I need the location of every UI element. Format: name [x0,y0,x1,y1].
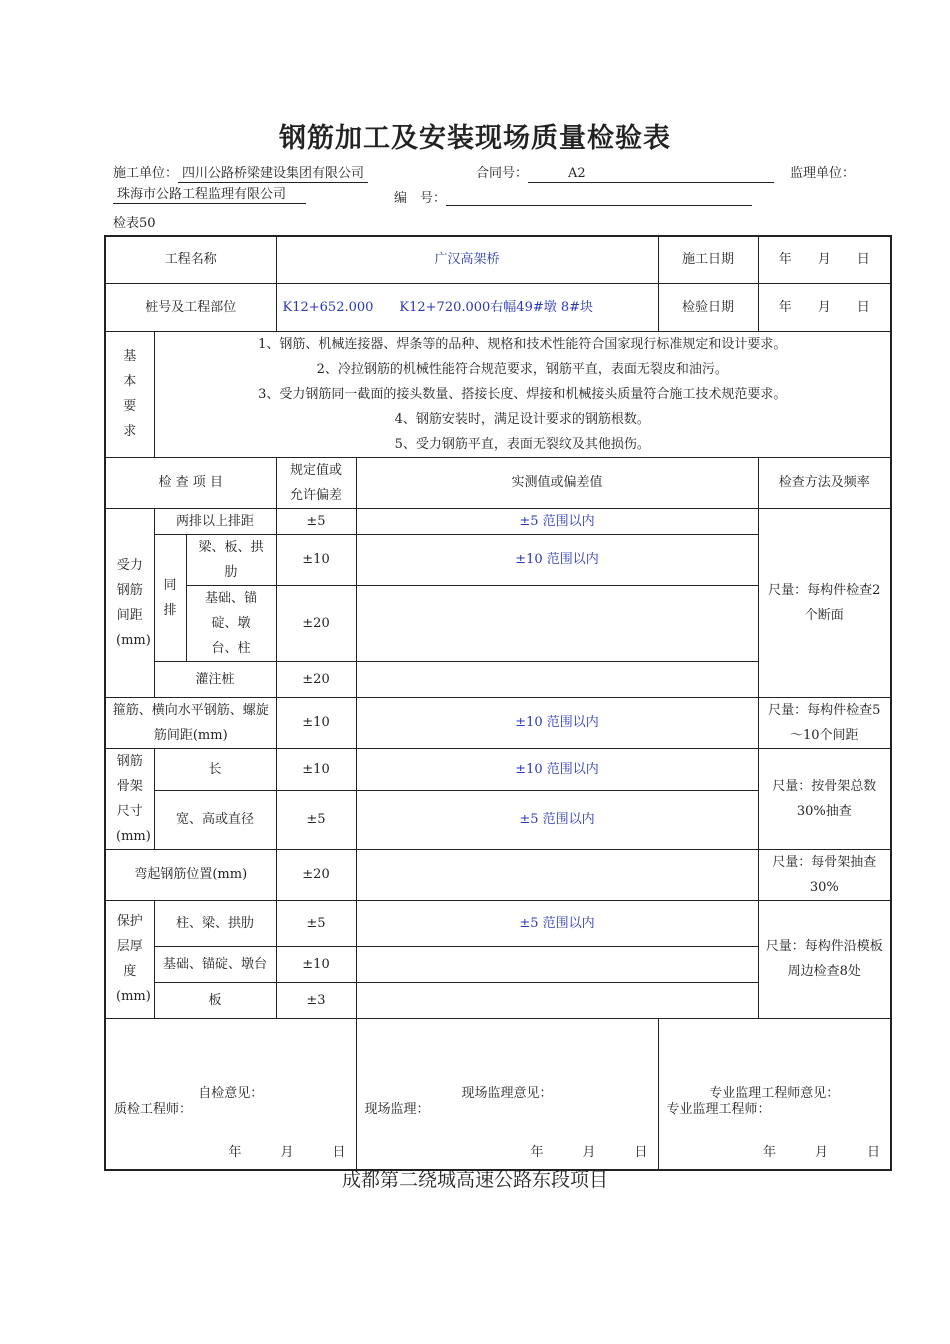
construct-date-label: 施工日期 [658,236,758,283]
requirements-list [154,331,891,457]
item-label: 长 [154,748,276,790]
pro-engineer-label: 专业监理工程师： [666,1101,771,1117]
item-label: 灌注桩 [154,661,276,697]
tolerance-value: ±3 [276,982,356,1018]
same-row-label: 同排 [154,534,186,661]
project-value: 广汉高架桥 [276,236,658,283]
project-row [105,236,891,283]
signoff-date: 年 月 日 [530,1145,648,1160]
contract-label: 合同号： [476,166,529,181]
item-label: 宽、高或直径 [154,790,276,849]
pro-supervision-box [658,1018,891,1170]
number-blank [446,190,752,206]
requirement-item: 5、受力钢筋平直，表面无裂纹及其他损伤。 [394,436,650,452]
item-label: 梁、板、拱肋 [186,534,276,585]
requirements-row [105,331,891,457]
contract-line [476,162,774,183]
requirements-label: 基本要求 [105,331,154,457]
item-label: 柱、梁、拱肋 [154,900,276,946]
tolerance-value: ±10 [276,946,356,982]
table-row [105,748,891,790]
tolerance-value: ±5 [276,900,356,946]
requirement-item: 4、钢筋安装时，满足设计要求的钢筋根数。 [394,411,650,427]
station-row [105,283,891,331]
signoff-row [105,1018,891,1170]
method-text: 尺量：按骨架总数30%抽查 [758,748,891,849]
tolerance-value: ±20 [276,849,356,900]
supervisor-label: 监理单位： [790,166,856,181]
contract-value: A2 [528,166,774,183]
column-header-row [105,457,891,508]
requirement-item: 2、冷拉钢筋的机械性能符合规范要求，钢筋平直，表面无裂皮和油污。 [316,361,728,377]
station-value: K12+652.000 K12+720.000右幅49#墩 8#块 [276,283,658,331]
requirement-item: 1、钢筋、机械连接器、焊条等的品种、规格和技术性能符合国家现行标准规定和设计要求。 [258,336,787,352]
number-line [394,187,752,206]
supervisor-value-line [113,187,306,204]
qc-engineer-label: 质检工程师： [114,1101,193,1117]
pro-supervision-label: 专业监理工程师意见： [709,1086,840,1102]
cover-group-label: 保护层厚度(mm) [105,900,154,1018]
measured-value: ±5 范围以内 [356,900,758,946]
measured-value: ±10 范围以内 [356,534,758,585]
item-label: 板 [154,982,276,1018]
tolerance-value: ±10 [276,748,356,790]
measured-value: ±10 范围以内 [356,697,758,748]
item-label: 基础、锚碇、墩台、柱 [186,585,276,661]
tolerance-value: ±20 [276,661,356,697]
spacing-group-label: 受力钢筋间距(mm) [105,508,154,697]
inspect-date-label: 检验日期 [658,283,758,331]
method-text: 尺量：每骨架抽查30% [758,849,891,900]
tolerance-value: ±5 [276,508,356,534]
number-label: 编 号： [394,191,447,206]
table-row [105,849,891,900]
tolerance-value: ±5 [276,790,356,849]
construct-date-value: 年 月 日 [758,236,891,283]
item-label: 箍筋、横向水平钢筋、螺旋筋间距(mm) [105,697,276,748]
col-measured-header: 实测值或偏差值 [356,457,758,508]
method-text: 尺量：每构件检查2个断面 [758,508,891,697]
tolerance-value: ±20 [276,585,356,661]
footer-project-name: 成都第二绕城高速公路东段项目 [341,1169,608,1191]
col-method-header: 检查方法及频率 [758,457,891,508]
method-text: 尺量：每构件检查5～10个间距 [758,697,891,748]
site-supervision-label: 现场监理意见： [461,1086,553,1102]
self-check-box [105,1018,356,1170]
site-supervisor-label: 现场监理： [364,1101,430,1117]
col-spec-header: 规定值或允许偏差 [276,457,356,508]
requirement-item: 3、受力钢筋同一截面的接头数量、搭接长度、焊接和机械接头质量符合施工技术规范要求。 [258,386,787,402]
contractor-value: 四川公路桥梁建设集团有限公司 [178,166,368,183]
item-label: 基础、锚碇、墩台 [154,946,276,982]
col-item-header: 检 查 项 目 [105,457,276,508]
measured-value: ±10 范围以内 [356,748,758,790]
project-label: 工程名称 [105,236,276,283]
form-title: 钢筋加工及安装现场质量检验表 [279,123,671,154]
item-label: 两排以上排距 [154,508,276,534]
measured-value [356,982,758,1018]
signoff-date: 年 月 日 [228,1145,346,1160]
contractor-line [113,162,368,183]
tolerance-value: ±10 [276,697,356,748]
method-text: 尺量：每构件沿模板周边检查8处 [758,900,891,1018]
measured-value [356,946,758,982]
form-number: 检表50 [113,216,156,231]
measured-value [356,585,758,661]
contractor-label: 施工单位： [113,166,179,181]
inspect-date-value: 年 月 日 [758,283,891,331]
signoff-date: 年 月 日 [763,1145,881,1160]
supervisor-value: 珠海市公路工程监理有限公司 [113,187,306,204]
table-row [105,900,891,946]
measured-value: ±5 范围以内 [356,508,758,534]
cage-group-label: 钢筋骨架尺寸(mm) [105,748,154,849]
table-row [105,697,891,748]
item-label: 弯起钢筋位置(mm) [105,849,276,900]
station-label: 桩号及工程部位 [105,283,276,331]
site-supervision-box [356,1018,658,1170]
measured-value: ±5 范围以内 [356,790,758,849]
measured-value [356,849,758,900]
self-check-label: 自检意见： [198,1086,264,1102]
inspection-table [104,235,892,1171]
measured-value [356,661,758,697]
tolerance-value: ±10 [276,534,356,585]
table-row [105,508,891,534]
